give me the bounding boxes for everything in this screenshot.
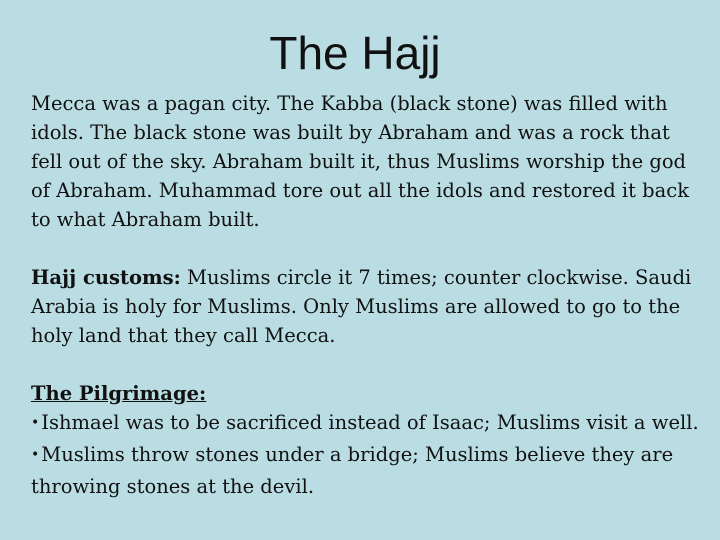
slide-title-text: The Hajj — [269, 27, 441, 79]
bullet-text: Ishmael was to be sacrificed instead of Isaac; Muslims visit a well. — [41, 411, 699, 434]
pilgrimage-bullet-2 — [31, 440, 701, 501]
customs-text: Muslims circle it 7 times; counter clockwise. Saudi Arabia is holy for Muslims. Only Muslims are allowed to go to the holy land that they call Mecca. — [31, 266, 692, 347]
bullet-icon: • — [31, 447, 40, 463]
spacer — [31, 350, 701, 379]
slide-body — [31, 89, 701, 501]
pilgrimage-heading-line — [31, 379, 701, 408]
intro-paragraph: Mecca was a pagan city. The Kabba (black stone) was filled with idols. The black stone was built by Abraham and was a rock that fell out of the sky. Abraham built it, thus Muslims worship the god of Abraham. Muhammad tore out all the idols and restored it back to what Abraham built. — [31, 92, 690, 231]
slide-title — [0, 26, 720, 80]
customs-paragraph — [31, 263, 701, 350]
pilgrimage-heading: The Pilgrimage: — [31, 382, 207, 405]
spacer — [31, 234, 701, 263]
customs-heading: Hajj customs: — [31, 266, 181, 289]
pilgrimage-bullet-1 — [31, 408, 701, 440]
bullet-text: Muslims throw stones under a bridge; Muslims believe they are throwing stones at the devil. — [31, 443, 674, 498]
bullet-icon: • — [31, 415, 40, 431]
